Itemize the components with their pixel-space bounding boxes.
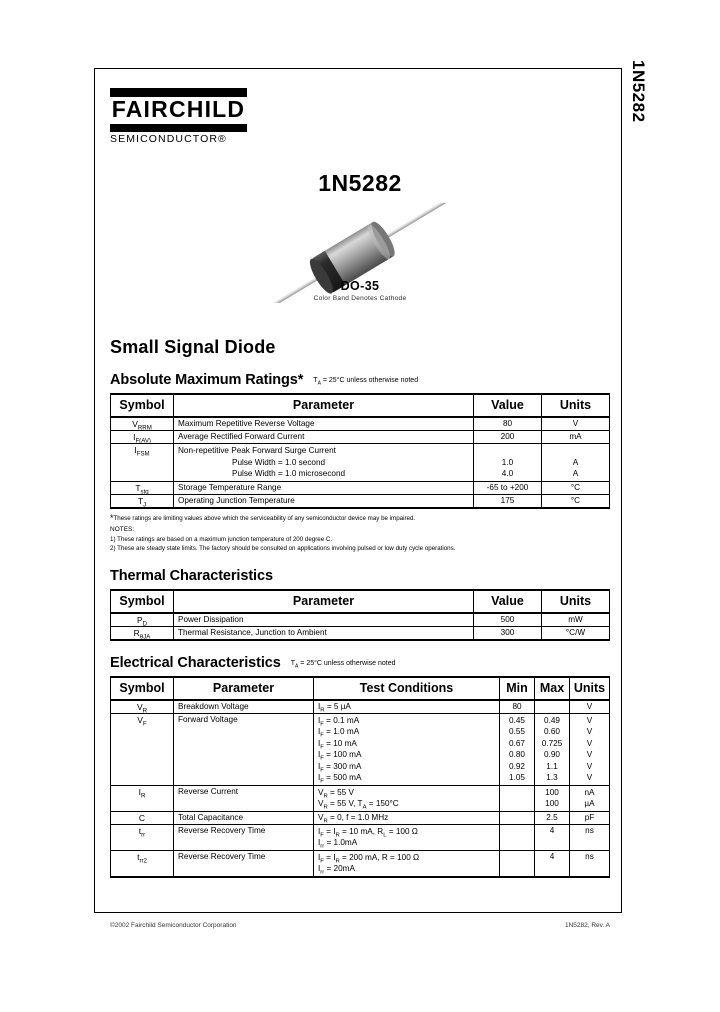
row-units: ns xyxy=(570,850,610,877)
condition-line: $V_R = 55$ V, $T_A = 150^\circ C$ xyxy=(318,799,399,811)
units-line: V xyxy=(586,761,593,771)
max-line: 100 xyxy=(545,799,559,808)
logo-wordmark: FAIRCHILD xyxy=(111,96,246,122)
note-1: 1) These ratings are based on a maximum junction temperature of 200 degree C. xyxy=(110,535,333,543)
parameter-title: Non-repetitive Peak Forward Surge Current xyxy=(178,446,336,455)
row-symbol: $t_{rr2}$ xyxy=(111,850,174,877)
row-units: °C xyxy=(542,494,610,508)
row-parameter: Maximum Repetitive Reverse Voltage xyxy=(174,417,474,431)
row-conditions: $I_R = 5$ µA xyxy=(314,700,500,714)
condition-line: $I_F = 300$ mA xyxy=(318,761,362,774)
row-units: °C/W xyxy=(542,626,610,640)
row-value: 175 xyxy=(474,494,542,508)
thermal-characteristics-table xyxy=(110,589,610,641)
thermal-heading: Thermal Characteristics xyxy=(110,567,273,584)
page-footer xyxy=(110,922,610,929)
row-parameter: Reverse Recovery Time xyxy=(174,824,314,850)
max-line: 0.90 xyxy=(544,750,560,759)
row-units xyxy=(570,785,610,811)
row-parameter: Forward Voltage xyxy=(174,713,314,785)
units-line: V xyxy=(586,715,593,725)
units-line: V xyxy=(586,750,593,759)
row-value xyxy=(474,444,542,482)
table-header-row xyxy=(111,394,610,417)
table-row xyxy=(111,700,610,714)
row-parameter: Thermal Resistance, Junction to Ambient xyxy=(174,626,474,640)
package-illustration xyxy=(110,203,610,321)
abs-max-condition: $T_A = 25^\circ C$ unless otherwise noted xyxy=(313,377,419,387)
row-parameter: Reverse Recovery Time xyxy=(174,850,314,877)
row-max: 4 xyxy=(535,824,570,850)
side-part-number: 1N5282 xyxy=(629,60,648,123)
table-row xyxy=(111,811,610,824)
table-row xyxy=(111,713,610,785)
product-heading: Small Signal Diode xyxy=(110,337,276,357)
col-value: Value xyxy=(474,590,542,613)
col-parameter: Parameter xyxy=(174,590,474,613)
revision-text: 1N5282, Rev. A xyxy=(564,922,610,929)
col-test-conditions: Test Conditions xyxy=(314,677,500,700)
col-parameter: Parameter xyxy=(174,677,314,700)
row-max: 4 xyxy=(535,850,570,877)
electrical-heading xyxy=(110,655,610,671)
row-units: pF xyxy=(570,811,610,824)
row-symbol: $t_{rr}$ xyxy=(111,824,174,850)
row-min xyxy=(500,850,535,877)
row-min xyxy=(500,713,535,785)
table-row xyxy=(111,785,610,811)
row-min xyxy=(500,785,535,811)
value-line: 1.0 xyxy=(501,457,514,467)
value-line: 4.0 xyxy=(501,469,514,478)
table-row xyxy=(111,417,610,431)
table-row xyxy=(111,850,610,877)
col-units: Units xyxy=(542,394,610,417)
table-row xyxy=(111,494,610,508)
min-line: 0.55 xyxy=(509,727,525,736)
row-symbol: $V_R$ xyxy=(111,700,174,714)
units-line: A xyxy=(572,457,579,467)
row-units xyxy=(570,713,610,785)
row-symbol: $R_{\theta JA}$ xyxy=(111,626,174,640)
units-line: V xyxy=(586,773,593,782)
col-symbol: Symbol xyxy=(111,590,174,613)
star-note-text: These ratings are limiting values above which the serviceability of any semiconductor device may be impaired. xyxy=(113,514,416,522)
fairchild-logo xyxy=(110,88,247,146)
col-units: Units xyxy=(570,677,610,700)
table-row xyxy=(111,824,610,850)
table-header-row xyxy=(111,590,610,613)
electrical-characteristics-table xyxy=(110,676,610,878)
row-parameter: Total Capacitance xyxy=(174,811,314,824)
max-line: 0.49 xyxy=(544,715,560,725)
absolute-maximum-ratings-table xyxy=(110,393,610,509)
table-row xyxy=(111,481,610,494)
row-conditions xyxy=(314,713,500,785)
row-value: 500 xyxy=(474,613,542,627)
row-symbol: C xyxy=(111,811,174,824)
row-max: 2.5 xyxy=(535,811,570,824)
note-2: 2) These are steady state limits. The factory should be consulted on applications involving pulsed or low duty cycle operations. xyxy=(110,545,456,552)
row-value: 200 xyxy=(474,431,542,444)
row-max xyxy=(535,700,570,714)
abs-max-heading-text: Absolute Maximum Ratings* xyxy=(110,372,304,388)
row-symbol: $I_R$ xyxy=(111,785,174,811)
row-min: 80 xyxy=(500,700,535,714)
table-row xyxy=(111,613,610,627)
row-parameter: Power Dissipation xyxy=(174,613,474,627)
condition-line: $V_R = 55$ V xyxy=(318,787,354,800)
min-line: 0.80 xyxy=(509,750,525,759)
copyright-text: ©2002 Fairchild Semiconductor Corporation xyxy=(110,922,237,929)
row-max xyxy=(535,713,570,785)
col-max: Max xyxy=(535,677,570,700)
col-value: Value xyxy=(474,394,542,417)
row-symbol: $P_D$ xyxy=(111,613,174,627)
condition-line: $I_F = 1.0$ mA xyxy=(318,727,360,739)
row-units: V xyxy=(542,417,610,431)
condition-line: $I_{rr} = 1.0mA$ xyxy=(318,838,358,850)
page-content xyxy=(110,80,610,878)
row-units: V xyxy=(570,700,610,714)
condition-line: $I_F = 10$ mA xyxy=(318,738,357,751)
condition-line: $I_{rr} = 20mA$ xyxy=(318,864,355,876)
condition-line: $I_F = 0.1$ mA xyxy=(318,715,360,728)
logo-subtitle: SEMICONDUCTOR® xyxy=(110,133,227,145)
row-min xyxy=(500,824,535,850)
row-conditions: $V_R = 0$, f = 1.0 MHz xyxy=(314,811,500,824)
max-line: 1.1 xyxy=(546,761,558,771)
row-max xyxy=(535,785,570,811)
parameter-subline: Pulse Width = 1.0 second xyxy=(232,457,326,467)
electrical-heading-text: Electrical Characteristics xyxy=(110,654,281,671)
row-units: mA xyxy=(542,431,610,444)
row-conditions xyxy=(314,824,500,850)
row-parameter: Operating Junction Temperature xyxy=(174,494,474,508)
col-min: Min xyxy=(500,677,535,700)
row-symbol: $I_{FSM}$ xyxy=(111,444,174,482)
max-line: 1.3 xyxy=(546,773,558,782)
units-line: µA xyxy=(584,799,595,808)
max-line: 0.725 xyxy=(541,738,563,748)
row-conditions xyxy=(314,785,500,811)
row-parameter xyxy=(174,444,474,482)
condition-line: $I_F = I_R = 200$ mA, R = 100 Ω xyxy=(318,852,420,865)
col-units: Units xyxy=(542,590,610,613)
min-line: 0.92 xyxy=(509,761,525,771)
table-row xyxy=(111,444,610,482)
row-units xyxy=(542,444,610,482)
row-value: -65 to +200 xyxy=(474,481,542,494)
parameter-subline: Pulse Width = 1.0 microsecond xyxy=(232,469,346,478)
units-line: nA xyxy=(584,787,595,797)
row-parameter: Breakdown Voltage xyxy=(174,700,314,714)
row-symbol: $I_{F(AV)}$ xyxy=(111,431,174,444)
abs-max-heading xyxy=(110,372,610,388)
condition-line: $I_F = I_R = 10$ mA, $R_L = 100$ Ω xyxy=(318,826,418,839)
condition-line: $I_F = 100$ mA xyxy=(318,750,362,762)
col-symbol: Symbol xyxy=(111,394,174,417)
row-parameter: Average Rectified Forward Current xyxy=(174,431,474,444)
row-symbol: $V_F$ xyxy=(111,713,174,785)
abs-max-notes xyxy=(110,514,610,554)
row-units: ns xyxy=(570,824,610,850)
page-title: 1N5282 xyxy=(318,170,402,196)
asterisk: * xyxy=(110,512,114,523)
row-conditions xyxy=(314,850,500,877)
row-units: mW xyxy=(542,613,610,627)
row-parameter: Storage Temperature Range xyxy=(174,481,474,494)
logo-bar-bottom xyxy=(110,124,247,132)
table-row xyxy=(111,431,610,444)
row-units: °C xyxy=(542,481,610,494)
electrical-condition: $T_A = 25^\circ C$ unless otherwise noted xyxy=(290,659,396,669)
condition-line: $I_F = 500$ mA xyxy=(318,773,362,785)
units-line: A xyxy=(572,469,579,478)
package-name: DO-35 xyxy=(340,279,380,293)
units-line: V xyxy=(586,738,593,748)
table-row xyxy=(111,626,610,640)
row-symbol: $V_{RRM}$ xyxy=(111,417,174,431)
col-symbol: Symbol xyxy=(111,677,174,700)
min-line: 0.45 xyxy=(509,715,525,725)
row-parameter: Reverse Current xyxy=(174,785,314,811)
units-line: V xyxy=(586,727,593,736)
col-parameter: Parameter xyxy=(174,394,474,417)
max-line: 0.60 xyxy=(544,727,560,736)
row-symbol: $T_{stg}$ xyxy=(111,481,174,494)
row-symbol: $T_J$ xyxy=(111,494,174,508)
row-value: 300 xyxy=(474,626,542,640)
min-line: 0.67 xyxy=(509,738,525,748)
star-note xyxy=(110,514,610,524)
row-min xyxy=(500,811,535,824)
table-header-row xyxy=(111,677,610,700)
row-value: 80 xyxy=(474,417,542,431)
notes-label: NOTES: xyxy=(110,526,135,533)
package-caption: Color Band Denotes Cathode xyxy=(313,295,407,302)
min-line: 1.05 xyxy=(509,773,525,782)
max-line: 100 xyxy=(545,787,559,797)
